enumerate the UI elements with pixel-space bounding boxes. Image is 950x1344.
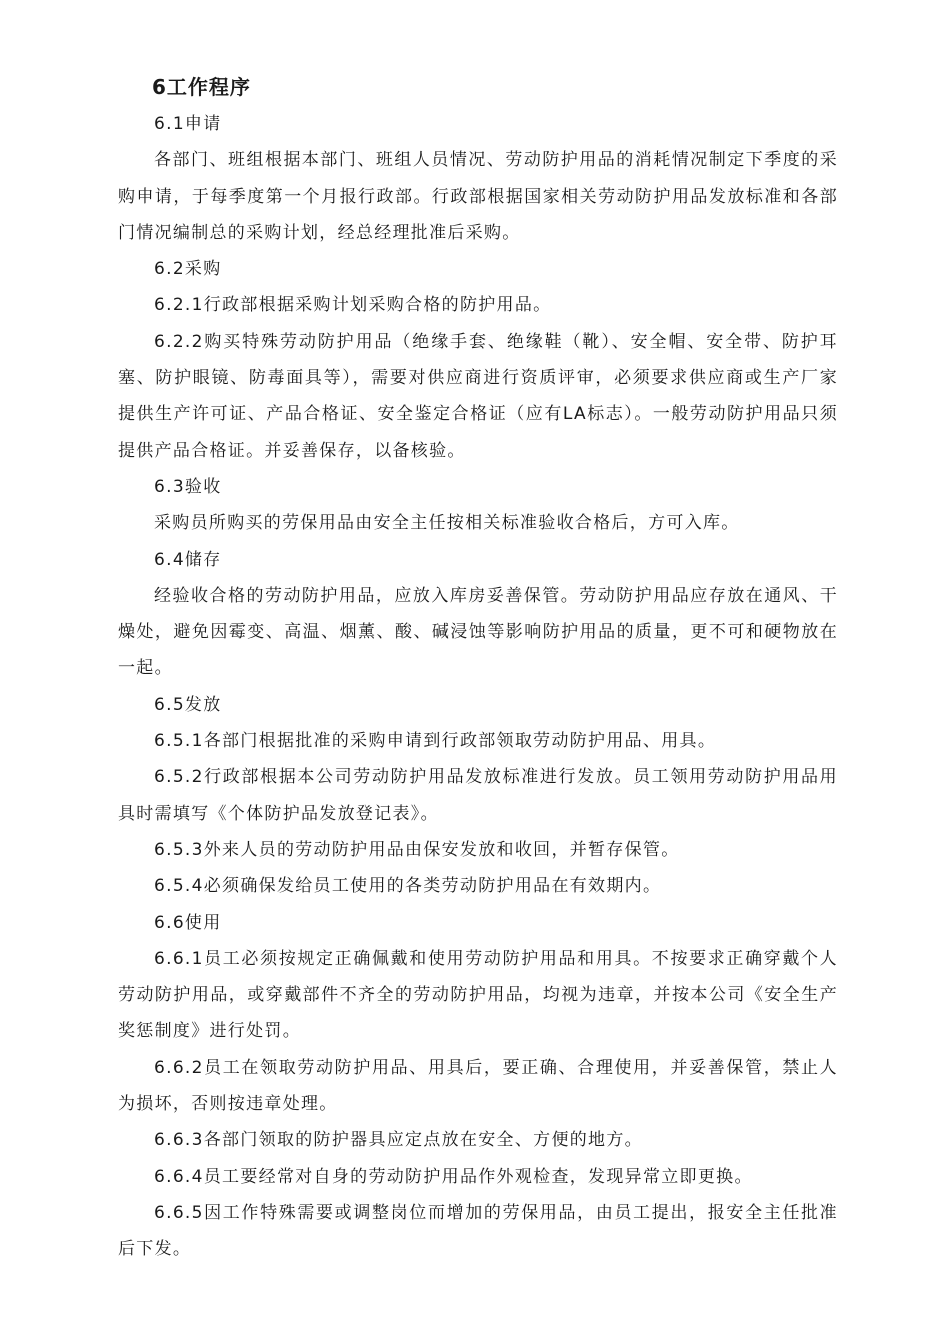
- subsection-heading: 6.1申请: [154, 114, 222, 134]
- section-body: [118, 106, 838, 1268]
- paragraph: 6.2.2购买特殊劳动防护用品（绝缘手套、绝缘鞋（靴）、安全帽、安全带、防护耳塞、防护眼镜、防毒面具等），需要对供应商进行资质评审，必须要求供应商或生产厂家提供生产许可证、产品合格证、安全鉴定合格证（应有LA标志）。一般劳动防护用品只须提供产品合格证。并妥善保存，以备核验。: [118, 331, 838, 461]
- paragraph: 6.6.1员工必须按规定正确佩戴和使用劳动防护用品和用具。不按要求正确穿戴个人劳动防护用品，或穿戴部件不齐全的劳动防护用品，均视为违章，并按本公司《安全生产奖惩制度》进行处罚。: [118, 948, 838, 1042]
- paragraph: 6.6.5因工作特殊需要或调整岗位而增加的劳保用品，由员工提出，报安全主任批准后下发。: [118, 1202, 838, 1260]
- subsection-heading: 6.4储存: [154, 549, 222, 570]
- subsection-heading: 6.6使用: [154, 912, 222, 933]
- paragraph: 6.5.1各部门根据批准的采购申请到行政部领取劳动防护用品、用具。: [154, 731, 717, 752]
- paragraph: 各部门、班组根据本部门、班组人员情况、劳动防护用品的消耗情况制定下季度的采购申请，于每季度第一个月报行政部。行政部根据国家相关劳动防护用品发放标准和各部门情况编制总的采购计划，经总经理批准后采购。: [118, 150, 838, 243]
- paragraph: 6.5.4必须确保发给员工使用的各类劳动防护用品在有效期内。: [154, 876, 662, 897]
- paragraph: 6.6.2员工在领取劳动防护用品、用具后，要正确、合理使用，并妥善保管，禁止人为损坏，否则按违章处理。: [118, 1057, 838, 1115]
- subsection-heading: 6.3验收: [154, 476, 222, 497]
- paragraph: 经验收合格的劳动防护用品，应放入库房妥善保管。劳动防护用品应存放在通风、干燥处，避免因霉变、高温、烟薰、酸、碱浸蚀等影响防护用品的质量，更不可和硬物放在一起。: [118, 585, 838, 679]
- paragraph: 6.5.3外来人员的劳动防护用品由保安发放和收回，并暂存保管。: [154, 839, 680, 860]
- subsection-heading: 6.5发放: [154, 694, 222, 715]
- paragraph: 6.6.4员工要经常对自身的劳动防护用品作外观检查，发现异常立即更换。: [154, 1166, 753, 1187]
- section-title: 6工作程序: [152, 75, 251, 99]
- paragraph: 6.6.3各部门领取的防护器具应定点放在安全、方便的地方。: [154, 1130, 643, 1151]
- paragraph: 6.2.1行政部根据采购计划采购合格的防护用品。: [154, 295, 552, 316]
- paragraph: 采购员所购买的劳保用品由安全主任按相关标准验收合格后，方可入库。: [154, 513, 740, 534]
- subsection-heading: 6.2采购: [154, 259, 222, 280]
- paragraph: 6.5.2行政部根据本公司劳动防护用品发放标准进行发放。员工领用劳动防护用品用具时需填写《个体防护品发放登记表》。: [118, 767, 838, 824]
